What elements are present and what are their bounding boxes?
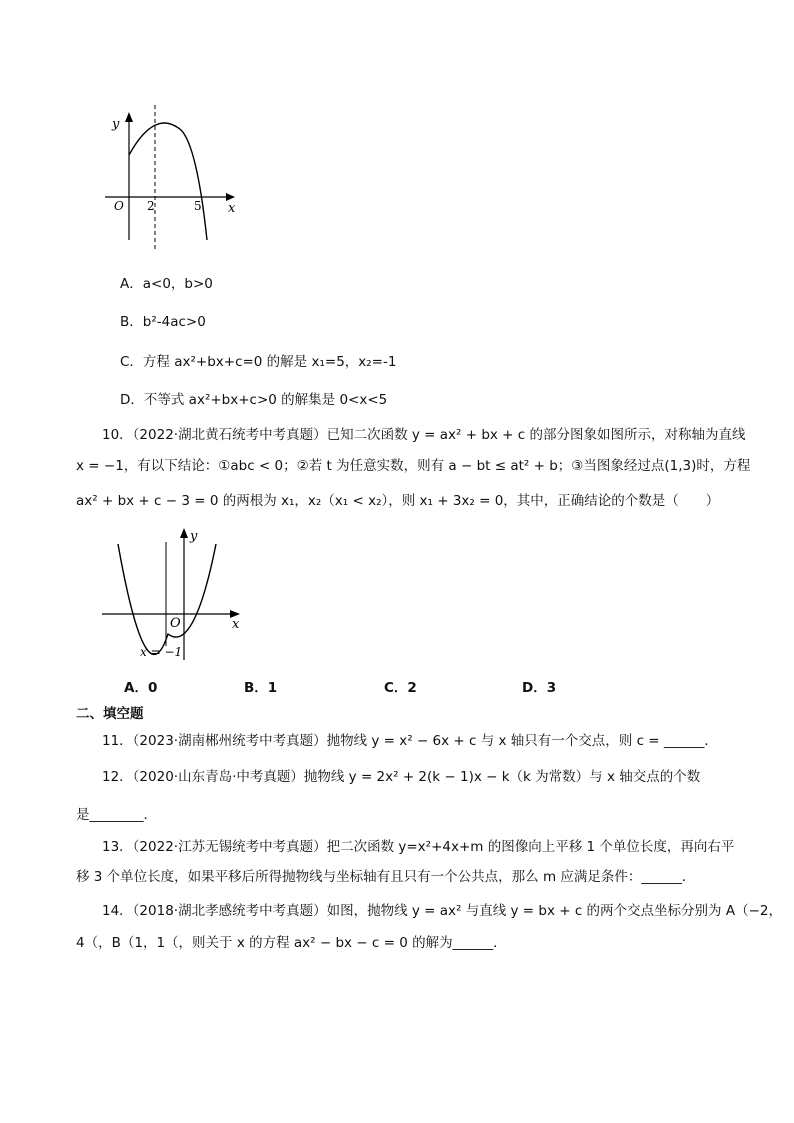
q13-line-2: 移 3 个单位长度，如果平移后所得抛物线与坐标轴有且只有一个公共点，那么 m 应满足条件：______．: [76, 869, 696, 885]
x-label: x: [232, 617, 240, 632]
x-label: x: [228, 201, 236, 216]
figure-parabola-1: [95, 100, 245, 250]
q9-option-d: D．不等式 ax²+bx+c>0 的解集是 0<x<5: [120, 392, 388, 408]
q10-choice-c: C．2: [384, 680, 417, 696]
section-title: 二、填空题: [76, 706, 144, 722]
y-label: y: [112, 117, 120, 132]
q9-option-b: B．b²-4ac>0: [120, 314, 206, 330]
q10-choice-b: B．1: [244, 680, 278, 696]
tick-2-label: 2: [147, 199, 155, 213]
q10-choice-a: A．0: [124, 680, 158, 696]
q13-line-1: 13．（2022·江苏无锡统考中考真题）把二次函数 y=x²+4x+m 的图像向上平移 1 个单位长度，再向右平: [102, 839, 735, 855]
y-axis-arrow: [180, 528, 188, 538]
q10-line-1: 10．（2022·湖北黄石统考中考真题）已知二次函数 y = ax² + bx + c 的部分图象如图所示，对称轴为直线: [102, 427, 746, 443]
q12-line-2: 是________．: [76, 807, 157, 823]
parabola-curve: [118, 544, 216, 654]
y-axis-arrow: [125, 112, 133, 122]
x-axis-arrow: [226, 193, 235, 201]
q14-line-2: 4（，B（1，1（，则关于 x 的方程 ax² − bx − c = 0 的解为______．: [76, 935, 507, 951]
q10-choice-d: D．3: [522, 680, 557, 696]
q11-line: 11．（2023·湖南郴州统考中考真题）抛物线 y = x² − 6x + c 与 x 轴只有一个交点，则 c = ______．: [102, 733, 718, 749]
q10-line-2: x = −1，有以下结论：①abc < 0；②若 t 为任意实数，则有 a − bt ≤ at² + b；③当图象经过点(1,3)时，方程: [76, 458, 751, 474]
origin-label: O: [114, 199, 124, 213]
symmetry-axis-label: x = −1: [140, 645, 183, 659]
y-label: y: [190, 529, 198, 544]
parabola-curve: [129, 123, 207, 240]
q12-line-1: 12．（2020·山东青岛·中考真题）抛物线 y = 2x² + 2(k − 1)x − k（k 为常数）与 x 轴交点的个数: [102, 769, 701, 785]
q10-line-3: ax² + bx + c − 3 = 0 的两根为 x₁，x₂（x₁ < x₂），则 x₁ + 3x₂ = 0，其中，正确结论的个数是（ ）: [76, 493, 720, 509]
tick-5-label: 5: [194, 199, 202, 213]
q9-option-c: C．方程 ax²+bx+c=0 的解是 x₁=5，x₂=-1: [120, 354, 397, 370]
origin-label: O: [170, 616, 181, 631]
q9-option-a: A．a<0，b>0: [120, 276, 213, 292]
q14-line-1: 14．（2018·湖北孝感统考中考真题）如图，抛物线 y = ax² 与直线 y = bx + c 的两个交点坐标分别为 A（−2，: [102, 903, 782, 919]
figure-parabola-2: [98, 522, 248, 662]
